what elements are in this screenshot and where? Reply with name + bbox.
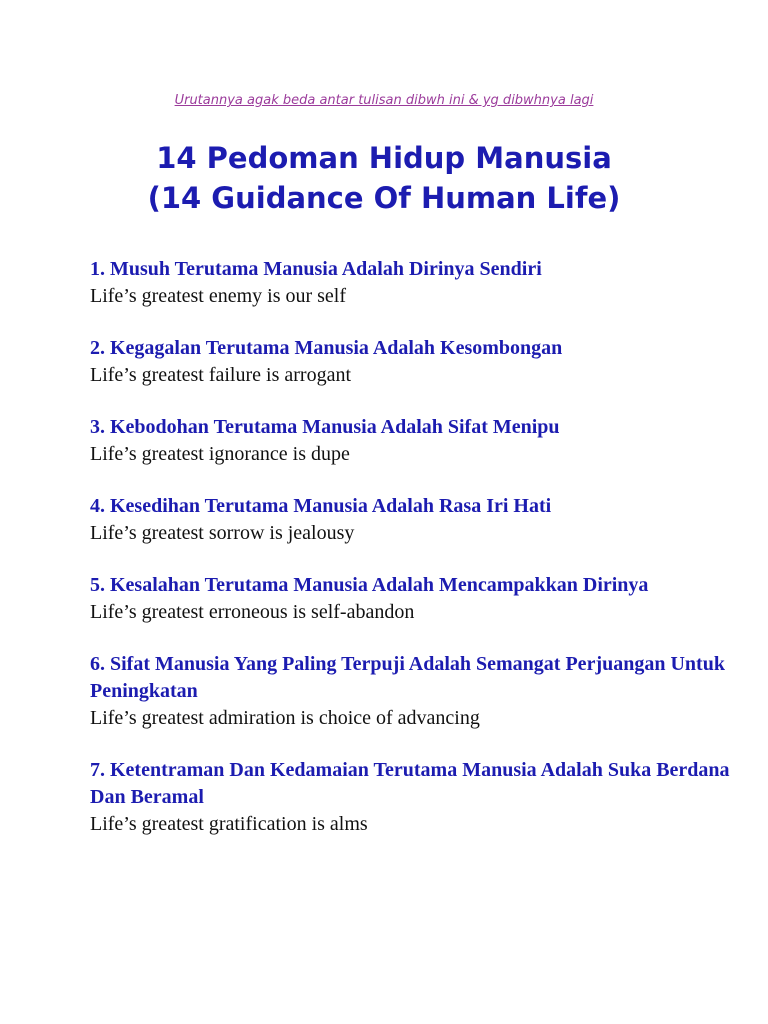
guidance-description: Life’s greatest ignorance is dupe (90, 443, 350, 465)
guidance-description: Life’s greatest sorrow is jealousy (90, 522, 355, 544)
guidance-item-6 (90, 651, 730, 732)
guidance-list (90, 256, 730, 863)
order-note-link[interactable]: Urutannya agak beda antar tulisan dibwh ini & yg dibwhnya lagi (174, 93, 594, 108)
guidance-heading: 2. Kegagalan Terutama Manusia Adalah Kesombongan (90, 337, 563, 359)
guidance-heading: 6. Sifat Manusia Yang Paling Terpuji Adalah Semangat Perjuangan Untuk Peningkatan (90, 653, 725, 702)
guidance-item-3 (90, 414, 730, 468)
guidance-description: Life’s greatest enemy is our self (90, 285, 347, 307)
page-title (0, 138, 768, 218)
guidance-item-1 (90, 256, 730, 310)
guidance-heading: 1. Musuh Terutama Manusia Adalah Dirinya Sendiri (90, 258, 542, 280)
guidance-description: Life’s greatest gratification is alms (90, 813, 368, 835)
guidance-heading: 5. Kesalahan Terutama Manusia Adalah Mencampakkan Dirinya (90, 574, 649, 596)
page-title-line-1: 14 Pedoman Hidup Manusia (156, 141, 612, 175)
guidance-item-7 (90, 757, 730, 838)
guidance-description: Life’s greatest admiration is choice of advancing (90, 707, 480, 729)
guidance-item-4 (90, 493, 730, 547)
guidance-item-5 (90, 572, 730, 626)
guidance-description: Life’s greatest failure is arrogant (90, 364, 351, 386)
guidance-heading: 7. Ketentraman Dan Kedamaian Terutama Manusia Adalah Suka Berdana Dan Beramal (90, 759, 730, 808)
guidance-description: Life’s greatest erroneous is self-abandon (90, 601, 415, 623)
guidance-heading: 4. Kesedihan Terutama Manusia Adalah Rasa Iri Hati (90, 495, 552, 517)
guidance-heading: 3. Kebodohan Terutama Manusia Adalah Sifat Menipu (90, 416, 560, 438)
page-title-line-2: (14 Guidance Of Human Life) (147, 181, 621, 215)
guidance-item-2 (90, 335, 730, 389)
